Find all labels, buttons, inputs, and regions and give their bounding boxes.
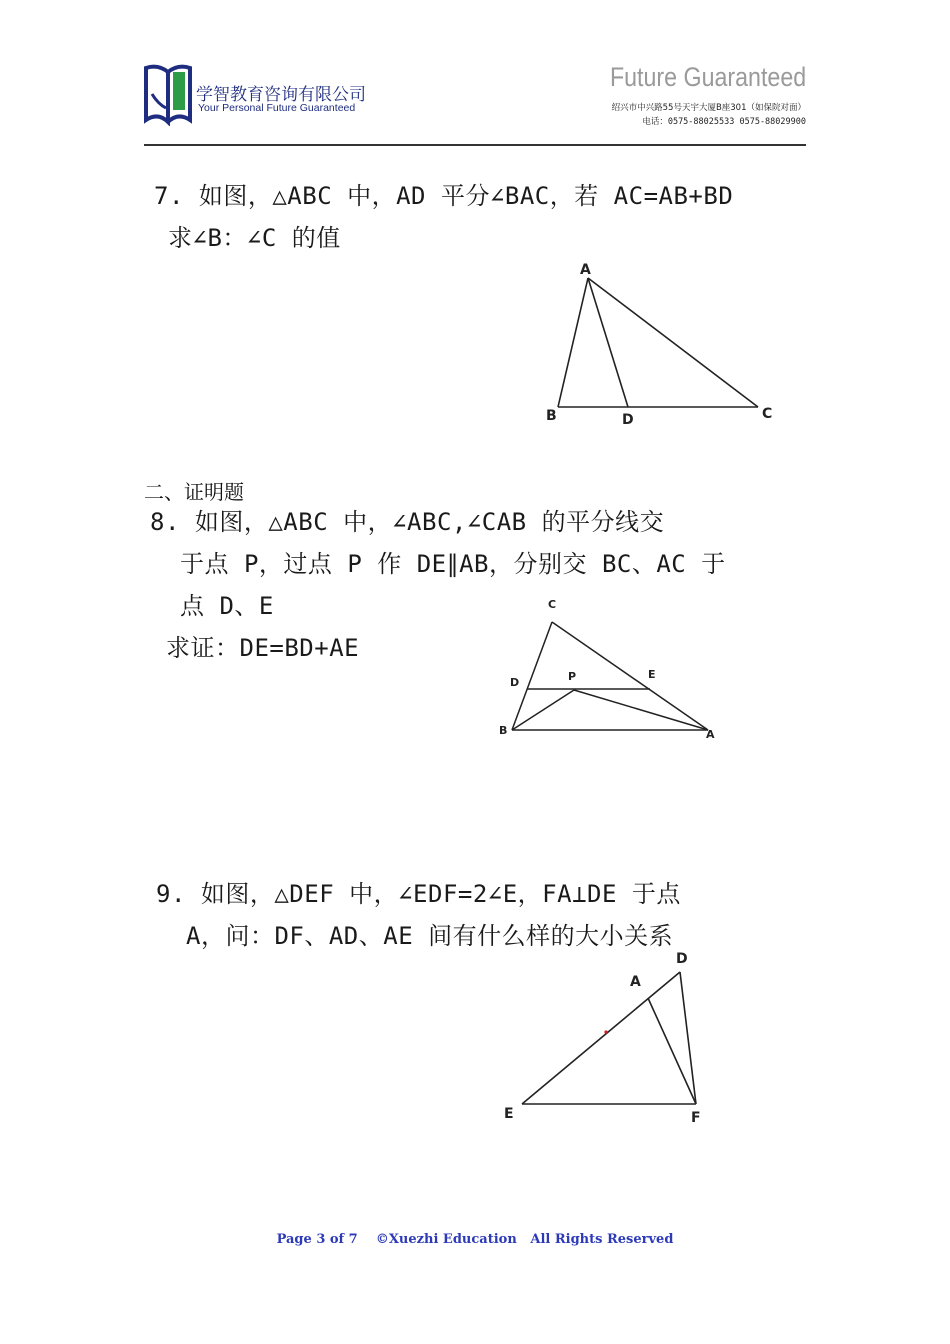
q8-label-b: B bbox=[499, 724, 508, 737]
q8-triangle-diagram bbox=[494, 594, 724, 744]
q8-label-d: D bbox=[510, 676, 520, 689]
q8-text-line-3: 点 D、E bbox=[180, 592, 274, 620]
q7-bisector-ad bbox=[588, 278, 628, 407]
q8-label-p: P bbox=[568, 670, 577, 683]
q7-side-ab bbox=[558, 278, 588, 407]
q8-text-line-2: 于点 P，过点 P 作 DE∥AB，分别交 BC、AC 于 bbox=[180, 550, 726, 578]
section-heading: 二、证明题 bbox=[144, 480, 244, 504]
q7-text-line-1: 7. 如图，△ABC 中，AD 平分∠BAC，若 AC=AB+BD bbox=[154, 182, 734, 210]
q8-label-c: C bbox=[548, 598, 557, 611]
q9-side-ed bbox=[522, 972, 680, 1104]
company-name: 学智教育咨询有限公司 bbox=[196, 85, 366, 105]
q7-label-b: B bbox=[546, 408, 557, 424]
q9-text-line-2: A，问：DF、AD、AE 间有什么样的大小关系 bbox=[186, 922, 674, 950]
q7-side-ac bbox=[588, 278, 758, 407]
q7-label-c: C bbox=[762, 406, 773, 422]
q8-bisector-ap bbox=[574, 690, 708, 730]
q9-label-f: F bbox=[691, 1110, 701, 1126]
q9-triangle-diagram bbox=[496, 946, 726, 1136]
q9-label-e: E bbox=[504, 1106, 514, 1122]
q8-label-a: A bbox=[706, 728, 715, 741]
q9-text-line-1: 9. 如图，△DEF 中，∠EDF=2∠E，FA⊥DE 于点 bbox=[156, 880, 681, 908]
page-footer: Page 3 of 7 ©Xuezhi Education All Rights Reserved bbox=[276, 1232, 674, 1247]
q8-bisector-bp bbox=[512, 690, 574, 730]
q7-text-line-2: 求∠B：∠C 的值 bbox=[168, 224, 341, 252]
q7-label-d: D bbox=[622, 412, 634, 428]
q9-red-mark bbox=[604, 1030, 607, 1033]
header-phone: 电话：0575-88025533 0575-88029900 bbox=[642, 117, 806, 127]
q7-triangle-diagram bbox=[540, 258, 780, 428]
open-book-logo-icon bbox=[144, 64, 192, 126]
q8-label-e: E bbox=[648, 668, 656, 681]
q9-label-d: D bbox=[676, 951, 688, 967]
q7-label-a: A bbox=[580, 262, 591, 278]
q8-text-line-1: 8. 如图，△ABC 中，∠ABC,∠CAB 的平分线交 bbox=[150, 508, 665, 536]
company-slogan: Your Personal Future Guaranteed bbox=[198, 102, 356, 114]
q9-side-df bbox=[680, 972, 696, 1104]
q9-label-a: A bbox=[630, 974, 641, 990]
q8-text-line-4: 求证：DE=BD+AE bbox=[166, 634, 360, 662]
brand-title: Future Guaranteed bbox=[609, 62, 806, 92]
header-address: 绍兴市中兴路55号天宇大厦B座301（如保院对面） bbox=[611, 103, 806, 113]
header-divider bbox=[144, 144, 806, 146]
